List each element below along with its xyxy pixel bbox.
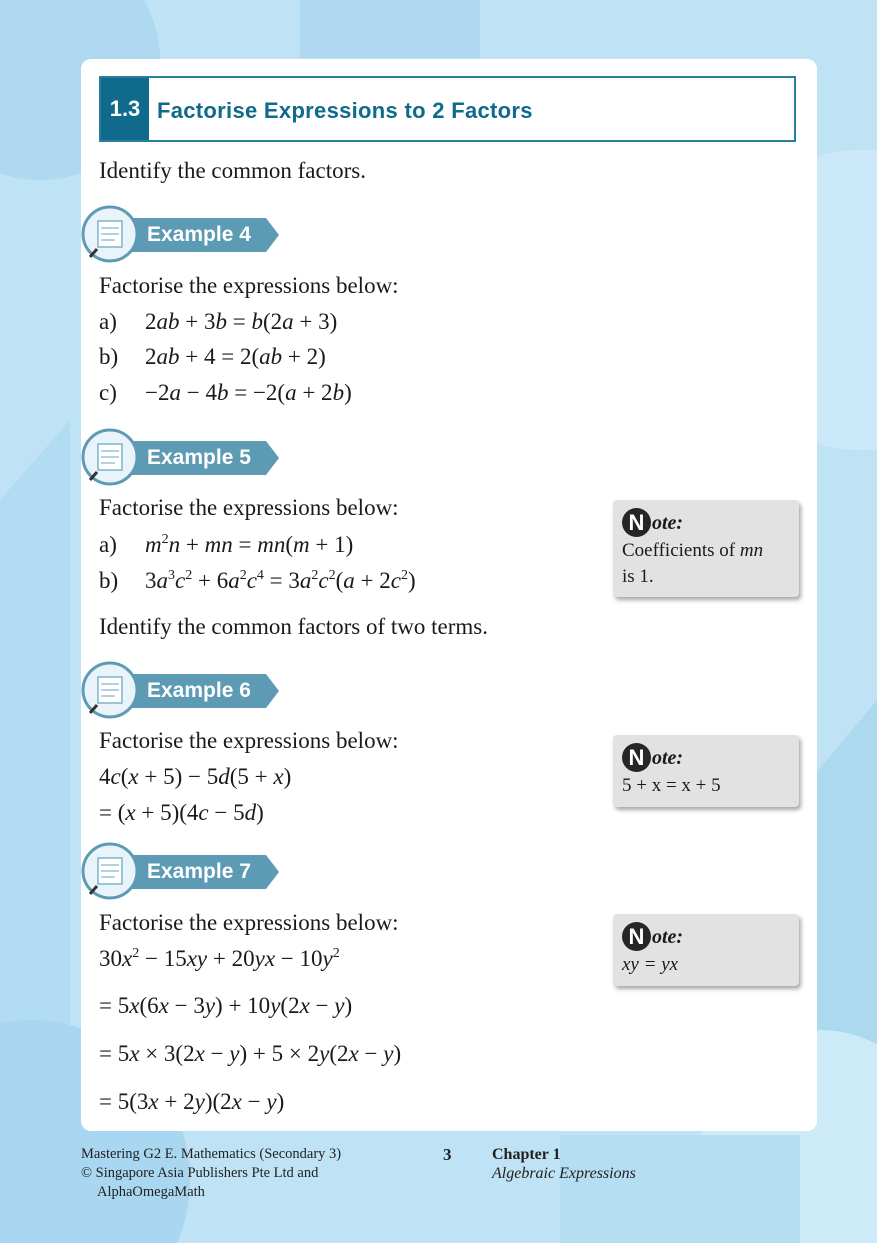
note-box-1 bbox=[613, 500, 799, 597]
footer-chapter bbox=[492, 1145, 636, 1183]
example-7-instruction: Factorise the expressions below: bbox=[99, 910, 399, 935]
section-number: 1.3 bbox=[101, 78, 149, 140]
example-4-badge bbox=[81, 205, 281, 265]
example-5-item-a: a) $m^2n$ + mn = mn(m + 1) bbox=[99, 532, 354, 557]
example-5-badge bbox=[81, 428, 281, 488]
example-6-instruction: Factorise the expressions below: bbox=[99, 728, 399, 753]
page-number: 3 bbox=[443, 1145, 452, 1164]
note-box-3 bbox=[613, 914, 799, 986]
example-7-label: Example 7 bbox=[147, 860, 251, 883]
example-6-badge bbox=[81, 661, 281, 721]
example-4-instruction: Factorise the expressions below: bbox=[99, 273, 399, 298]
footer-book-title: Mastering G2 E. Mathematics (Secondary 3) bbox=[81, 1146, 342, 1162]
example-6-label: Example 6 bbox=[147, 679, 251, 702]
note-heading: N ote: bbox=[622, 743, 791, 773]
intro-text-2: Identify the common factors of two terms. bbox=[99, 614, 488, 639]
note-icon: N bbox=[622, 922, 651, 951]
note-icon: N bbox=[622, 743, 651, 772]
note-icon: N bbox=[622, 508, 651, 537]
example-5-item-b: b) $3a^3c^2 + 6a^2c^4 = 3a^2c^2(a + 2c^2)$ bbox=[99, 568, 416, 593]
footer-copyright-cont: AlphaOmegaMath bbox=[97, 1184, 205, 1200]
example-7-line-2: = 5x(6x − 3y) + 10y(2x − y) bbox=[99, 993, 353, 1018]
example-4-item-c: c) −2a − 4b = −2(a + 2b) bbox=[99, 380, 352, 405]
note-heading: N ote: bbox=[622, 508, 791, 538]
intro-text: Identify the common factors. bbox=[99, 158, 366, 183]
chapter-title: Algebraic Expressions bbox=[492, 1165, 636, 1182]
note-text: xy = yx bbox=[622, 954, 679, 975]
note-heading: N ote: bbox=[622, 922, 791, 952]
example-7-line-1: $30x^2 - 15xy + 20yx - 10y^2$ bbox=[99, 946, 340, 971]
example-4-item-a: a) 2ab + 3b = b(2a + 3) bbox=[99, 309, 338, 334]
chapter-number: Chapter 1 bbox=[492, 1146, 561, 1163]
section-header bbox=[99, 76, 796, 142]
example-7-badge bbox=[81, 842, 281, 902]
example-4-item-b: b) 2ab + 4 = 2(ab + 2) bbox=[99, 344, 326, 369]
example-4-label: Example 4 bbox=[147, 223, 251, 246]
footer-copyright: © Singapore Asia Publishers Pte Ltd and bbox=[81, 1165, 319, 1181]
footer-publisher bbox=[81, 1145, 341, 1202]
example-5-instruction: Factorise the expressions below: bbox=[99, 495, 399, 520]
note-text: Coefficients of mn is 1. bbox=[622, 540, 764, 587]
example-6-line-1: 4c(x + 5) − 5d(5 + x) bbox=[99, 764, 292, 789]
example-5-label: Example 5 bbox=[147, 446, 251, 469]
note-text: 5 + x = x + 5 bbox=[622, 775, 721, 796]
example-7-line-4: = 5(3x + 2y)(2x − y) bbox=[99, 1089, 285, 1114]
example-7-line-3: = 5x × 3(2x − y) + 5 × 2y(2x − y) bbox=[99, 1041, 402, 1066]
section-title: Factorise Expressions to 2 Factors bbox=[157, 98, 533, 123]
note-box-2 bbox=[613, 735, 799, 807]
example-6-line-2: = (x + 5)(4c − 5d) bbox=[99, 800, 264, 825]
